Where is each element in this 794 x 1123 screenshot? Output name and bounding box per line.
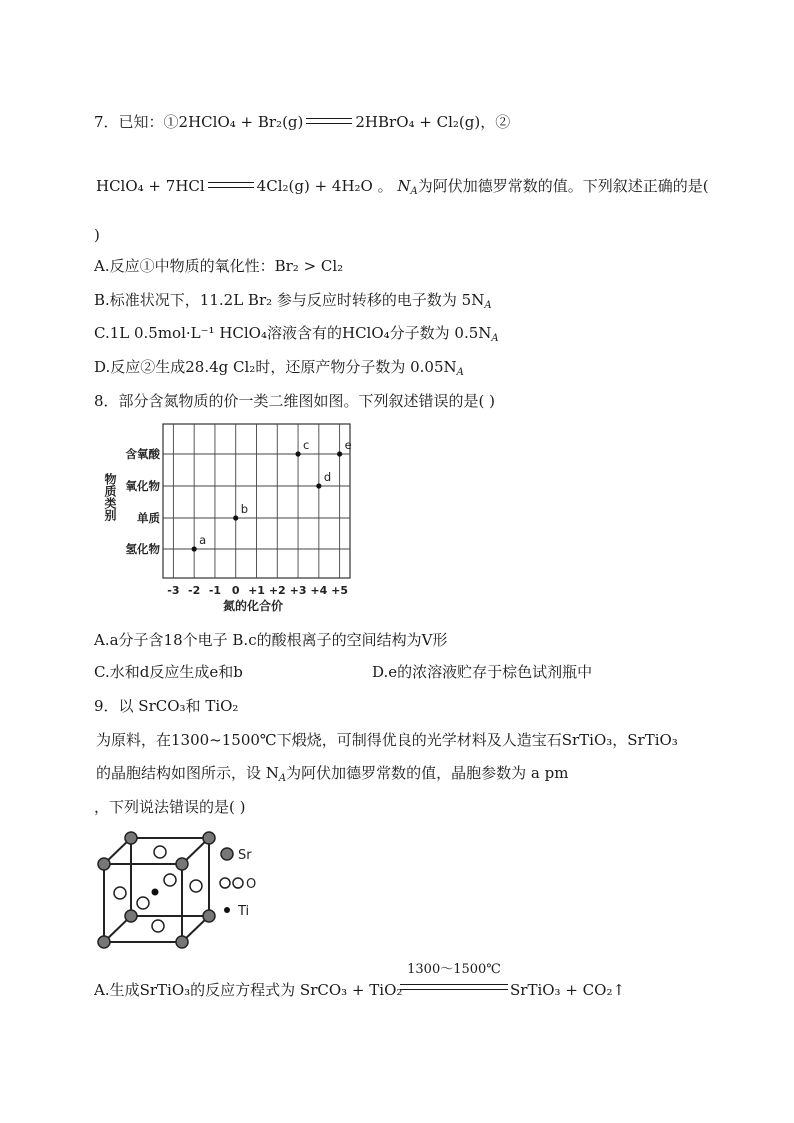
q9-option-a-text: A.生成SrTiO₃的反应方程式为 SrCO₃ + TiO₂ bbox=[94, 981, 403, 999]
q7-option-d bbox=[94, 357, 464, 383]
q7-line2 bbox=[96, 176, 709, 202]
x-tick-label: +3 bbox=[289, 584, 307, 597]
point-e bbox=[337, 451, 342, 456]
na-subscript: A bbox=[491, 333, 499, 344]
legend-o: O bbox=[246, 877, 257, 892]
y-category-label: 单质 bbox=[137, 511, 160, 525]
y-category-label: 含氧酸 bbox=[125, 447, 160, 461]
q8-option-c: C.水和d反应生成e和b bbox=[94, 663, 243, 681]
x-tick-label: +5 bbox=[331, 584, 349, 597]
q7-option-c bbox=[94, 323, 499, 349]
equals-bar bbox=[306, 118, 352, 124]
equals-bar bbox=[400, 984, 508, 990]
q7-close-paren: ) bbox=[94, 226, 100, 244]
x-tick-label: +1 bbox=[248, 584, 265, 597]
q7-reaction1-lhs: 2HClO₄ + Br₂(g) bbox=[178, 113, 304, 131]
equals-bar bbox=[208, 182, 254, 188]
chart-grid bbox=[163, 424, 350, 578]
legend-o-icon bbox=[220, 878, 230, 888]
q9-stem-line3b: 为阿伏加德罗常数的值，晶胞参数为 a pm bbox=[286, 764, 569, 782]
q7-prefix: 7．已知：① bbox=[94, 113, 179, 131]
point-a bbox=[192, 546, 197, 551]
q9-stem-line3 bbox=[96, 763, 568, 789]
na-subscript: A bbox=[278, 773, 287, 784]
point-label-d: d bbox=[323, 470, 332, 484]
q7-option-b-text: B.标准状况下，11.2L Br₂ 参与反应时转移的电子数为 5N bbox=[94, 291, 485, 309]
q7-reaction2-lhs: HClO₄ + 7HCl bbox=[96, 177, 205, 195]
na-subscript: A bbox=[484, 300, 492, 311]
q9-option-a bbox=[94, 980, 402, 1000]
q8-options-ab: A.a分子含18个电子 B.c的酸根离子的空间结构为V形 bbox=[94, 631, 448, 649]
x-tick-label: -1 bbox=[208, 584, 222, 597]
point-b bbox=[233, 515, 238, 520]
legend-ti-icon bbox=[224, 907, 230, 913]
reaction-condition: 1300～1500℃ bbox=[407, 962, 501, 977]
legend-o-icon-2 bbox=[233, 878, 243, 888]
ti-atom bbox=[152, 889, 159, 896]
legend-sr: Sr bbox=[238, 848, 252, 863]
q9-option-a-product: SrTiO₃ + CO₂↑ bbox=[510, 981, 626, 999]
x-tick-label: -3 bbox=[167, 584, 180, 597]
point-label-b: b bbox=[240, 502, 249, 516]
q7-line1 bbox=[94, 112, 510, 132]
q7-option-d-text: D.反应②生成28.4g Cl₂时，还原产物分子数为 0.05N bbox=[94, 358, 457, 376]
q8-stem: 8．部分含氮物质的价一类二维图如图。下列叙述错误的是( ) bbox=[94, 392, 496, 410]
nitrogen-valence-chart bbox=[103, 418, 355, 613]
y-category-labels bbox=[126, 447, 161, 556]
q7-question: 为阿伏加德罗常数的值。下列叙述正确的是( bbox=[417, 177, 709, 195]
q7-reaction1-rhs: 2HBrO₄ + Cl₂(g)，② bbox=[355, 113, 511, 131]
y-axis-label: 物质类别 bbox=[103, 473, 117, 521]
point-label-c: c bbox=[303, 438, 310, 452]
q8-option-d: D.e的浓溶液贮存于棕色试剂瓶中 bbox=[372, 663, 593, 681]
x-tick-label: +4 bbox=[310, 584, 328, 597]
x-tick-label: 0 bbox=[231, 584, 240, 597]
point-label-a: a bbox=[199, 533, 207, 547]
q7-option-c-text: C.1L 0.5mol·L⁻¹ HClO₄溶液含有的HClO₄分子数为 0.5N bbox=[94, 324, 492, 342]
chart-points bbox=[192, 438, 352, 552]
perovskite-unit-cell bbox=[92, 830, 262, 950]
q7-option-b bbox=[94, 290, 492, 316]
q7-reaction2-rhs: 4Cl₂(g) + 4H₂O 。 bbox=[256, 177, 393, 195]
y-category-label: 氧化物 bbox=[125, 479, 160, 493]
x-axis-label: 氮的化合价 bbox=[222, 599, 284, 613]
point-label-e: e bbox=[344, 438, 352, 452]
q9-stem-line1: 9．以 SrCO₃和 TiO₂ bbox=[94, 697, 239, 715]
y-category-label: 氢化物 bbox=[125, 542, 160, 556]
point-d bbox=[316, 483, 321, 488]
q9-stem-line4: ，下列说法错误的是( ) bbox=[94, 798, 246, 816]
na-symbol: $N_A$ bbox=[397, 177, 418, 197]
x-tick-label: +2 bbox=[268, 584, 286, 597]
q7-option-a: A.反应①中物质的氧化性：Br₂ > Cl₂ bbox=[94, 257, 344, 275]
q9-stem-line3a: 的晶胞结构如图所示，设 N bbox=[96, 764, 279, 782]
x-tick-label: -2 bbox=[188, 584, 201, 597]
legend-ti: Ti bbox=[238, 904, 250, 919]
x-tick-labels bbox=[167, 584, 348, 597]
point-c bbox=[295, 451, 300, 456]
legend-sr-icon bbox=[221, 848, 233, 860]
q9-stem-line2: 为原料，在1300~1500℃下煅烧，可制得优良的光学材料及人造宝石SrTiO₃，SrTiO₃ bbox=[96, 731, 678, 749]
na-subscript: A bbox=[456, 367, 464, 378]
